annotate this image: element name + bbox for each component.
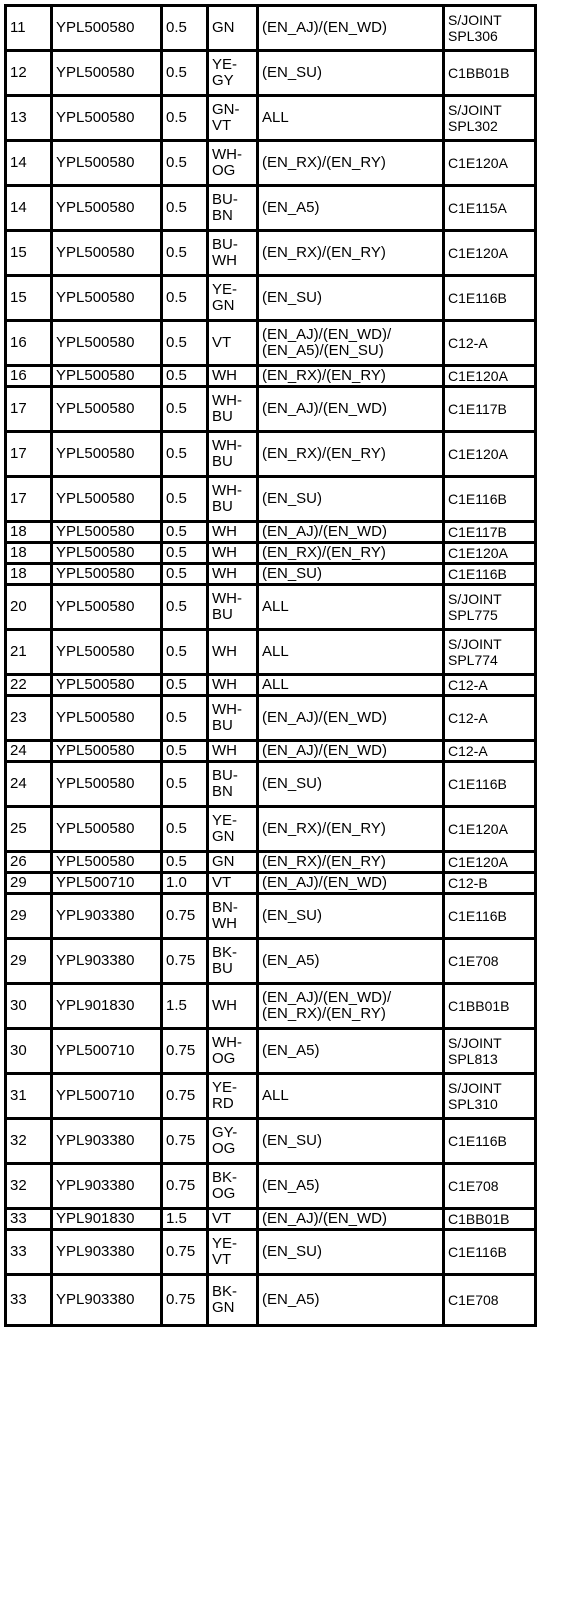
wire-color-cell: WH- BU <box>208 585 258 630</box>
table-row <box>6 894 536 939</box>
table-row <box>6 1230 536 1275</box>
part-number-cell: YPL500580 <box>52 741 162 762</box>
variant-cell: (EN_SU) <box>258 1119 444 1164</box>
table-row <box>6 1074 536 1119</box>
destination-cell: S/JOINT SPL310 <box>444 1074 536 1119</box>
wire-size-cell: 0.5 <box>162 630 208 675</box>
circuit-number-cell: 15 <box>6 276 52 321</box>
wire-color-cell: BK- OG <box>208 1164 258 1209</box>
destination-cell: C1E116B <box>444 1119 536 1164</box>
part-number-cell: YPL500580 <box>52 96 162 141</box>
part-number-cell: YPL903380 <box>52 939 162 984</box>
wire-color-cell: GN <box>208 6 258 51</box>
circuit-number-cell: 17 <box>6 387 52 432</box>
variant-cell: (EN_AJ)/(EN_WD) <box>258 873 444 894</box>
part-number-cell: YPL500710 <box>52 1029 162 1074</box>
table-row <box>6 762 536 807</box>
destination-cell: S/JOINT SPL774 <box>444 630 536 675</box>
table-row <box>6 477 536 522</box>
wire-size-cell: 0.5 <box>162 141 208 186</box>
circuit-number-cell: 29 <box>6 894 52 939</box>
wire-size-cell: 0.5 <box>162 51 208 96</box>
part-number-cell: YPL500580 <box>52 564 162 585</box>
wire-size-cell: 0.5 <box>162 696 208 741</box>
wire-color-cell: YE- VT <box>208 1230 258 1275</box>
wire-color-cell: BU- BN <box>208 186 258 231</box>
part-number-cell: YPL500580 <box>52 231 162 276</box>
circuit-number-cell: 14 <box>6 186 52 231</box>
variant-cell: (EN_RX)/(EN_RY) <box>258 141 444 186</box>
destination-cell: C1BB01B <box>444 51 536 96</box>
wire-size-cell: 0.5 <box>162 366 208 387</box>
wire-size-cell: 1.5 <box>162 984 208 1029</box>
table-row <box>6 1209 536 1230</box>
variant-cell: (EN_AJ)/(EN_WD) <box>258 696 444 741</box>
part-number-cell: YPL500710 <box>52 1074 162 1119</box>
table-row <box>6 366 536 387</box>
table-row <box>6 522 536 543</box>
part-number-cell: YPL901830 <box>52 984 162 1029</box>
wire-size-cell: 0.5 <box>162 564 208 585</box>
part-number-cell: YPL903380 <box>52 1164 162 1209</box>
wire-size-cell: 0.75 <box>162 1074 208 1119</box>
circuit-number-cell: 17 <box>6 432 52 477</box>
part-number-cell: YPL500580 <box>52 762 162 807</box>
table-row <box>6 231 536 276</box>
wire-size-cell: 0.5 <box>162 96 208 141</box>
wire-table-body <box>6 6 536 1326</box>
table-row <box>6 96 536 141</box>
table-row <box>6 1164 536 1209</box>
part-number-cell: YPL903380 <box>52 1275 162 1326</box>
wire-size-cell: 0.5 <box>162 807 208 852</box>
wire-size-cell: 0.5 <box>162 387 208 432</box>
table-row <box>6 387 536 432</box>
circuit-number-cell: 26 <box>6 852 52 873</box>
wire-size-cell: 0.75 <box>162 894 208 939</box>
part-number-cell: YPL500580 <box>52 630 162 675</box>
wire-color-cell: WH- BU <box>208 477 258 522</box>
variant-cell: (EN_SU) <box>258 1230 444 1275</box>
wire-color-cell: BK- GN <box>208 1275 258 1326</box>
part-number-cell: YPL500580 <box>52 585 162 630</box>
variant-cell: (EN_A5) <box>258 186 444 231</box>
part-number-cell: YPL500580 <box>52 186 162 231</box>
part-number-cell: YPL903380 <box>52 1119 162 1164</box>
wire-size-cell: 0.5 <box>162 852 208 873</box>
wire-color-cell: GY- OG <box>208 1119 258 1164</box>
circuit-number-cell: 33 <box>6 1209 52 1230</box>
table-row <box>6 696 536 741</box>
destination-cell: S/JOINT SPL302 <box>444 96 536 141</box>
part-number-cell: YPL500580 <box>52 51 162 96</box>
variant-cell: (EN_RX)/(EN_RY) <box>258 807 444 852</box>
wire-size-cell: 0.5 <box>162 432 208 477</box>
wire-color-cell: WH <box>208 741 258 762</box>
table-row <box>6 852 536 873</box>
circuit-number-cell: 12 <box>6 51 52 96</box>
destination-cell: C1E117B <box>444 522 536 543</box>
part-number-cell: YPL903380 <box>52 1230 162 1275</box>
circuit-number-cell: 25 <box>6 807 52 852</box>
part-number-cell: YPL500580 <box>52 852 162 873</box>
table-row <box>6 186 536 231</box>
wire-size-cell: 0.5 <box>162 477 208 522</box>
wire-color-cell: BN- WH <box>208 894 258 939</box>
destination-cell: C1BB01B <box>444 984 536 1029</box>
variant-cell: (EN_SU) <box>258 762 444 807</box>
circuit-number-cell: 32 <box>6 1119 52 1164</box>
circuit-number-cell: 13 <box>6 96 52 141</box>
destination-cell: C12-A <box>444 321 536 366</box>
circuit-number-cell: 14 <box>6 141 52 186</box>
wire-color-cell: GN- VT <box>208 96 258 141</box>
table-row <box>6 675 536 696</box>
destination-cell: S/JOINT SPL775 <box>444 585 536 630</box>
part-number-cell: YPL500580 <box>52 807 162 852</box>
circuit-number-cell: 16 <box>6 366 52 387</box>
table-row <box>6 807 536 852</box>
table-row <box>6 1029 536 1074</box>
wire-table <box>4 4 537 1327</box>
part-number-cell: YPL500580 <box>52 675 162 696</box>
variant-cell: (EN_RX)/(EN_RY) <box>258 366 444 387</box>
circuit-number-cell: 15 <box>6 231 52 276</box>
variant-cell: (EN_RX)/(EN_RY) <box>258 231 444 276</box>
destination-cell: S/JOINT SPL306 <box>444 6 536 51</box>
table-row <box>6 276 536 321</box>
variant-cell: (EN_SU) <box>258 51 444 96</box>
wire-color-cell: WH <box>208 366 258 387</box>
part-number-cell: YPL500580 <box>52 141 162 186</box>
wire-color-cell: WH <box>208 522 258 543</box>
destination-cell: C1E708 <box>444 1164 536 1209</box>
destination-cell: C1E120A <box>444 543 536 564</box>
wire-color-cell: WH <box>208 675 258 696</box>
destination-cell: C1E115A <box>444 186 536 231</box>
circuit-number-cell: 21 <box>6 630 52 675</box>
table-row <box>6 564 536 585</box>
variant-cell: (EN_SU) <box>258 477 444 522</box>
table-row <box>6 1119 536 1164</box>
wire-color-cell: YE- RD <box>208 1074 258 1119</box>
variant-cell: ALL <box>258 1074 444 1119</box>
destination-cell: C1E116B <box>444 564 536 585</box>
wire-color-cell: BK- BU <box>208 939 258 984</box>
variant-cell: (EN_AJ)/(EN_WD) <box>258 1209 444 1230</box>
part-number-cell: YPL901830 <box>52 1209 162 1230</box>
destination-cell: C1BB01B <box>444 1209 536 1230</box>
variant-cell: (EN_AJ)/(EN_WD) <box>258 6 444 51</box>
wire-color-cell: VT <box>208 873 258 894</box>
circuit-number-cell: 18 <box>6 564 52 585</box>
wire-size-cell: 0.75 <box>162 1164 208 1209</box>
variant-cell: (EN_SU) <box>258 564 444 585</box>
variant-cell: (EN_A5) <box>258 1164 444 1209</box>
variant-cell: (EN_A5) <box>258 1275 444 1326</box>
table-row <box>6 585 536 630</box>
part-number-cell: YPL500710 <box>52 873 162 894</box>
part-number-cell: YPL500580 <box>52 6 162 51</box>
wire-size-cell: 0.75 <box>162 1029 208 1074</box>
table-row <box>6 6 536 51</box>
wire-size-cell: 0.5 <box>162 741 208 762</box>
wire-color-cell: VT <box>208 1209 258 1230</box>
wire-size-cell: 0.5 <box>162 522 208 543</box>
circuit-number-cell: 29 <box>6 939 52 984</box>
wire-color-cell: WH <box>208 630 258 675</box>
part-number-cell: YPL500580 <box>52 276 162 321</box>
circuit-number-cell: 24 <box>6 741 52 762</box>
wire-size-cell: 0.5 <box>162 321 208 366</box>
variant-cell: (EN_AJ)/(EN_WD) <box>258 522 444 543</box>
wire-size-cell: 0.5 <box>162 186 208 231</box>
variant-cell: (EN_A5) <box>258 1029 444 1074</box>
destination-cell: C1E116B <box>444 1230 536 1275</box>
variant-cell: ALL <box>258 585 444 630</box>
wire-size-cell: 0.75 <box>162 939 208 984</box>
table-row <box>6 741 536 762</box>
part-number-cell: YPL903380 <box>52 894 162 939</box>
wire-color-cell: WH <box>208 543 258 564</box>
circuit-number-cell: 22 <box>6 675 52 696</box>
wire-color-cell: WH- OG <box>208 1029 258 1074</box>
variant-cell: (EN_RX)/(EN_RY) <box>258 432 444 477</box>
destination-cell: S/JOINT SPL813 <box>444 1029 536 1074</box>
destination-cell: C12-A <box>444 675 536 696</box>
destination-cell: C12-B <box>444 873 536 894</box>
destination-cell: C1E116B <box>444 762 536 807</box>
wire-color-cell: WH- BU <box>208 387 258 432</box>
variant-cell: (EN_SU) <box>258 276 444 321</box>
variant-cell: (EN_SU) <box>258 894 444 939</box>
table-row <box>6 984 536 1029</box>
wire-color-cell: WH- BU <box>208 432 258 477</box>
wire-size-cell: 1.5 <box>162 1209 208 1230</box>
circuit-number-cell: 18 <box>6 522 52 543</box>
circuit-number-cell: 11 <box>6 6 52 51</box>
table-row <box>6 321 536 366</box>
destination-cell: C1E116B <box>444 276 536 321</box>
table-row <box>6 51 536 96</box>
table-row <box>6 543 536 564</box>
destination-cell: C1E120A <box>444 231 536 276</box>
wire-size-cell: 0.5 <box>162 762 208 807</box>
destination-cell: C1E120A <box>444 366 536 387</box>
wire-size-cell: 0.5 <box>162 231 208 276</box>
variant-cell: (EN_RX)/(EN_RY) <box>258 852 444 873</box>
wire-color-cell: YE- GN <box>208 276 258 321</box>
destination-cell: C1E120A <box>444 432 536 477</box>
circuit-number-cell: 20 <box>6 585 52 630</box>
variant-cell: ALL <box>258 96 444 141</box>
wire-color-cell: YE- GN <box>208 807 258 852</box>
destination-cell: C1E120A <box>444 852 536 873</box>
circuit-number-cell: 32 <box>6 1164 52 1209</box>
destination-cell: C1E116B <box>444 894 536 939</box>
wire-color-cell: BU- BN <box>208 762 258 807</box>
wire-size-cell: 0.75 <box>162 1119 208 1164</box>
destination-cell: C1E708 <box>444 939 536 984</box>
wire-size-cell: 0.5 <box>162 543 208 564</box>
variant-cell: ALL <box>258 675 444 696</box>
part-number-cell: YPL500580 <box>52 321 162 366</box>
destination-cell: C1E117B <box>444 387 536 432</box>
destination-cell: C1E116B <box>444 477 536 522</box>
part-number-cell: YPL500580 <box>52 387 162 432</box>
circuit-number-cell: 30 <box>6 1029 52 1074</box>
circuit-number-cell: 31 <box>6 1074 52 1119</box>
wire-color-cell: BU- WH <box>208 231 258 276</box>
part-number-cell: YPL500580 <box>52 477 162 522</box>
destination-cell: C12-A <box>444 741 536 762</box>
part-number-cell: YPL500580 <box>52 366 162 387</box>
circuit-number-cell: 16 <box>6 321 52 366</box>
wire-color-cell: WH- BU <box>208 696 258 741</box>
table-row <box>6 939 536 984</box>
circuit-number-cell: 23 <box>6 696 52 741</box>
part-number-cell: YPL500580 <box>52 696 162 741</box>
table-row <box>6 141 536 186</box>
circuit-number-cell: 30 <box>6 984 52 1029</box>
variant-cell: (EN_AJ)/(EN_WD) <box>258 741 444 762</box>
variant-cell: (EN_A5) <box>258 939 444 984</box>
circuit-number-cell: 17 <box>6 477 52 522</box>
variant-cell: (EN_AJ)/(EN_WD) <box>258 387 444 432</box>
wire-color-cell: WH <box>208 564 258 585</box>
part-number-cell: YPL500580 <box>52 522 162 543</box>
wire-size-cell: 0.5 <box>162 585 208 630</box>
wire-size-cell: 0.75 <box>162 1230 208 1275</box>
wire-color-cell: WH <box>208 984 258 1029</box>
table-row <box>6 1275 536 1326</box>
wire-size-cell: 1.0 <box>162 873 208 894</box>
part-number-cell: YPL500580 <box>52 543 162 564</box>
destination-cell: C1E708 <box>444 1275 536 1326</box>
wire-color-cell: GN <box>208 852 258 873</box>
variant-cell: (EN_AJ)/(EN_WD)/ (EN_RX)/(EN_RY) <box>258 984 444 1029</box>
variant-cell: ALL <box>258 630 444 675</box>
destination-cell: C1E120A <box>444 807 536 852</box>
circuit-number-cell: 29 <box>6 873 52 894</box>
destination-cell: C12-A <box>444 696 536 741</box>
wire-size-cell: 0.5 <box>162 675 208 696</box>
circuit-number-cell: 33 <box>6 1275 52 1326</box>
circuit-number-cell: 18 <box>6 543 52 564</box>
wire-size-cell: 0.75 <box>162 1275 208 1326</box>
table-row <box>6 432 536 477</box>
circuit-number-cell: 24 <box>6 762 52 807</box>
variant-cell: (EN_RX)/(EN_RY) <box>258 543 444 564</box>
wire-color-cell: YE- GY <box>208 51 258 96</box>
wire-size-cell: 0.5 <box>162 6 208 51</box>
wire-size-cell: 0.5 <box>162 276 208 321</box>
destination-cell: C1E120A <box>444 141 536 186</box>
wire-color-cell: WH- OG <box>208 141 258 186</box>
part-number-cell: YPL500580 <box>52 432 162 477</box>
circuit-number-cell: 33 <box>6 1230 52 1275</box>
table-row <box>6 873 536 894</box>
variant-cell: (EN_AJ)/(EN_WD)/ (EN_A5)/(EN_SU) <box>258 321 444 366</box>
wire-color-cell: VT <box>208 321 258 366</box>
table-row <box>6 630 536 675</box>
